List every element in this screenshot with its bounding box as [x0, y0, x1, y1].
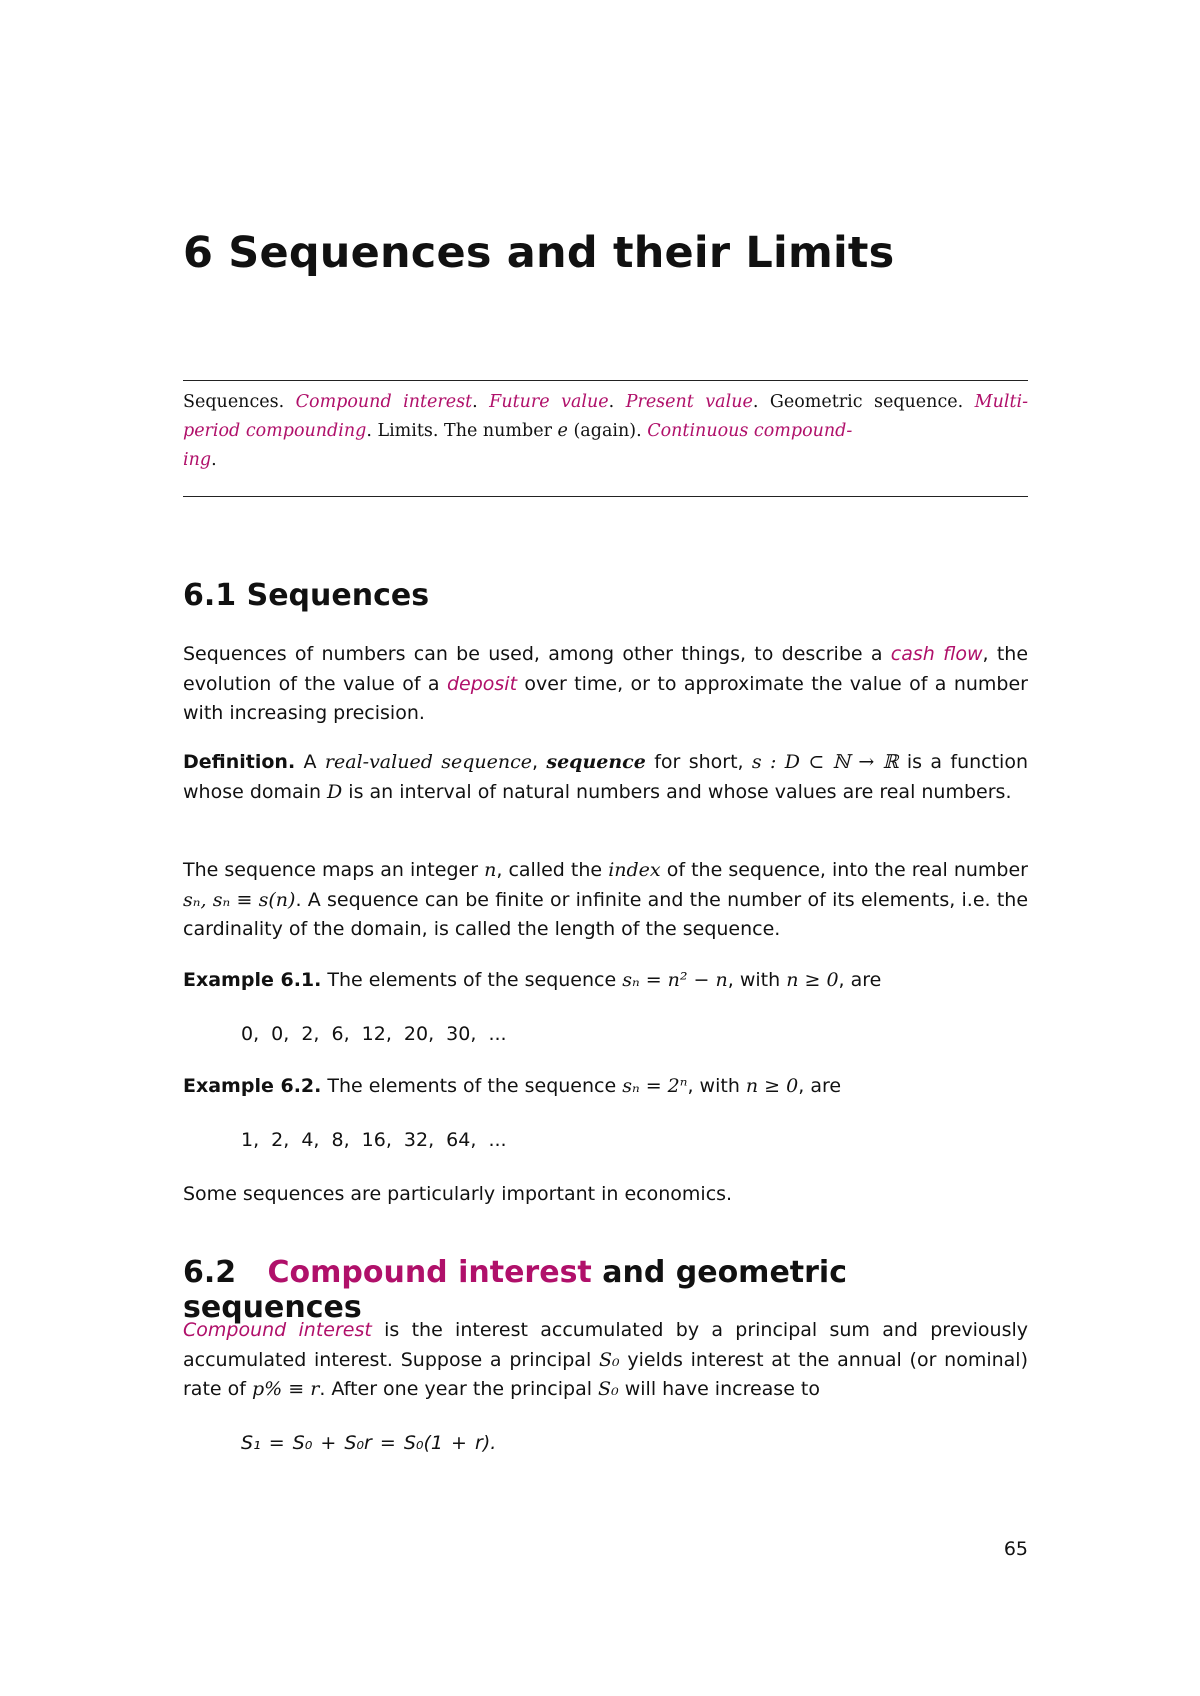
- summary-item-e: e: [557, 421, 568, 441]
- section-heading-rest: and geometric sequences: [183, 1255, 847, 1325]
- term-real-valued: real-valued sequence: [324, 751, 532, 773]
- section-number: 6.2: [183, 1255, 237, 1290]
- summary-link-present-value[interactable]: Present value: [625, 392, 753, 412]
- math-n: n: [484, 859, 497, 881]
- summary-item-number: The number: [444, 421, 552, 441]
- summary-item-sequences: Sequences.: [183, 392, 285, 412]
- text: A: [295, 751, 325, 773]
- example-6-2-values: 1, 2, 4, 8, 16, 32, 64, ...: [241, 1129, 507, 1151]
- summary-item-geometric: Geometric sequence.: [769, 392, 964, 412]
- text: of the sequence, into the real number: [660, 859, 1028, 881]
- section-link-compound-interest[interactable]: Compound interest: [267, 1255, 592, 1290]
- section-heading-6-1: 6.1 Sequences: [183, 578, 430, 613]
- text: . A sequence can be finite or infinite and the number of its elements, i.e. the cardinality of the domain, is called the length of the sequence.: [183, 888, 1029, 940]
- text: , are: [838, 969, 882, 991]
- example-6-1: [183, 966, 1028, 996]
- term-sequence: sequence: [546, 751, 646, 773]
- text: is a function whose domain: [183, 751, 1029, 803]
- math-S0: S₀: [599, 1348, 620, 1371]
- summary-item-limits: Limits.: [377, 421, 439, 441]
- section-heading-6-2: [183, 1255, 1028, 1325]
- example-6-1-label: Example 6.1.: [183, 969, 322, 991]
- text: will have increase to: [618, 1378, 820, 1400]
- chapter-summary: Sequences. Compound interest. Future value. Present value. Geometric sequence. Multi-period compounding. Limits. The number e (again). Continuous compound- ing.: [183, 392, 1028, 470]
- text: is the interest accumulated by a principal sum and previously accumulated interest. Suppose a principal: [183, 1319, 1028, 1371]
- example-6-2: [183, 1072, 1028, 1102]
- summary-item-again: (again).: [573, 421, 642, 441]
- paragraph-important: Some sequences are particularly important in economics.: [183, 1183, 733, 1205]
- link-deposit[interactable]: deposit: [446, 672, 518, 695]
- link-compound-interest[interactable]: Compound interest: [183, 1319, 372, 1341]
- summary-link-continuous[interactable]: Continuous compound-: [647, 421, 853, 441]
- paragraph-index: [183, 856, 1028, 945]
- term-index: index: [608, 859, 661, 881]
- chapter-title: 6 Sequences and their Limits: [183, 228, 895, 278]
- math-D: D: [327, 780, 343, 803]
- link-cash-flow[interactable]: cash flow: [890, 643, 983, 665]
- text: yields interest at the annual (or nominal) rate of: [183, 1348, 1028, 1400]
- math-ex1-cond: n ≥ 0: [786, 969, 839, 991]
- summary-top-rule: [183, 380, 1028, 381]
- summary-link-future-value[interactable]: Future value: [489, 392, 609, 412]
- text: The sequence maps an integer: [183, 859, 485, 881]
- paragraph-intro: [183, 640, 1028, 729]
- definition-label: Definition.: [183, 751, 296, 773]
- paragraph-compound: [183, 1316, 1028, 1405]
- text: ,: [531, 751, 547, 773]
- text: for short,: [645, 751, 752, 773]
- text: , called the: [496, 859, 609, 881]
- math-S0b: S₀: [598, 1378, 619, 1400]
- math-rate: p% ≡ r: [252, 1378, 320, 1400]
- example-6-1-values: 0, 0, 2, 6, 12, 20, 30, ...: [241, 1023, 507, 1045]
- summary-link-compound-interest[interactable]: Compound interest: [295, 392, 473, 412]
- math-ex1: sₙ = n² − n: [622, 969, 728, 991]
- formula-S1: S₁ = S₀ + S₀r = S₀(1 + r).: [241, 1432, 497, 1454]
- text: , the evolution of the value of a: [183, 643, 1029, 695]
- text: , with: [687, 1075, 746, 1097]
- math-ex2-cond: n ≥ 0: [745, 1075, 799, 1097]
- text: . After one year the principal: [319, 1378, 599, 1400]
- text: , with: [727, 969, 787, 991]
- math-definition: s : D ⊂ ℕ → ℝ: [751, 751, 899, 773]
- page-number: 65: [1003, 1538, 1028, 1560]
- summary-bottom-rule: [183, 496, 1028, 497]
- example-6-2-label: Example 6.2.: [183, 1075, 322, 1097]
- summary-link-multi-period[interactable]: Multi-period compounding: [183, 392, 1028, 441]
- text: The elements of the sequence: [321, 969, 623, 991]
- text: , are: [798, 1075, 842, 1097]
- text: Sequences of numbers can be used, among other things, to describe a: [183, 643, 891, 665]
- math-sn: sₙ, sₙ ≡ s(n): [183, 888, 296, 911]
- summary-link-continuous-cont[interactable]: ing: [183, 450, 212, 470]
- text: over time, or to approximate the value of a number with increasing precision.: [183, 672, 1028, 724]
- text: The elements of the sequence: [321, 1075, 623, 1097]
- text: is an interval of natural numbers and whose values are real numbers.: [342, 780, 1012, 803]
- definition-paragraph: [183, 748, 1028, 807]
- math-ex2: sₙ = 2ⁿ: [622, 1075, 688, 1097]
